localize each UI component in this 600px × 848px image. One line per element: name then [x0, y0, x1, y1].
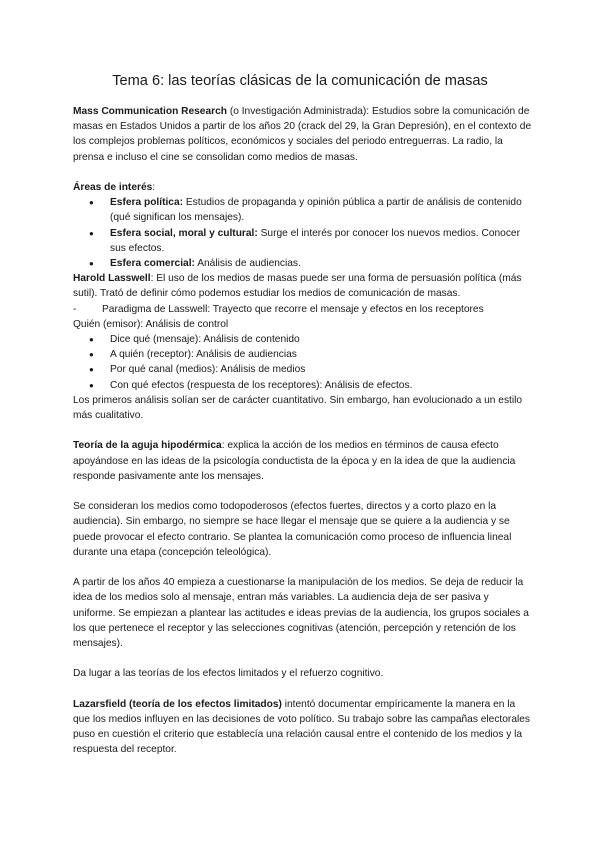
lasswell-paradigm [73, 302, 533, 317]
todopoderosos-paragraph: Se consideran los medios como todopoderosos (efectos fuertes, directos y a corto plazo en la audiencia). Sin embargo, no siempre se hace llegar el mensaje que se quiere a la audiencia y se puede provocar el efecto contrario. Se plantea la comunicación como proceso de influencia lineal durante una etapa (concepción teleológica). [73, 501, 512, 558]
list-item [73, 226, 533, 256]
document-body [73, 104, 533, 758]
anos40-paragraph: A partir de los años 40 empieza a cuestionarse la manipulación de los medios. Se deja de reducir la idea de los medios solo al mensaje, entran más variables. La audiencia deja de ser pasiva y uniforme. Se empiezan a plantear las actitudes e ideas previas de la audiencia, los grupos sociales a los que pertenece el receptor y las selecciones cognitivas (atención, percepción y retención de los mensajes). [73, 577, 529, 650]
list-item-term: Esfera comercial: [110, 258, 195, 270]
dash-marker: - [73, 303, 77, 315]
lasswell-quien: Quién (emisor): Análisis de control [73, 318, 229, 330]
list-item-text: Análisis de audiencias. [194, 258, 301, 270]
mcr-paragraph [73, 104, 533, 165]
areas-heading-colon: : [152, 182, 156, 193]
paradigm-text: Paradigma de Lasswell: Trayecto que recorre el mensaje y efectos en los receptores [102, 303, 484, 315]
lasswell-list [73, 332, 533, 393]
lasswell-text: : El uso de los medios de masas puede ser una forma de persuasión política (más sutil). Trató de definir cómo podemos estudiar los medios de comunicación de masas. [73, 273, 522, 300]
lasswell-closing: Los primeros análisis solían ser de carácter cuantitativo. Sin embargo, han evolucionado a un estilo más cualitativo. [73, 394, 523, 422]
list-item: ● A quién (receptor): Análisis de audiencias [73, 347, 533, 362]
list-item-term: Esfera política: [110, 197, 184, 209]
areas-list [73, 195, 533, 271]
aguja-paragraph [73, 438, 533, 484]
aguja-text: : explica la acción de los medios en términos de causa efecto apoyándose en las ideas de la psicología conductista de la época y en la idea de que la audiencia responde pasivamente ante los mensajes. [73, 440, 516, 482]
lasswell-term: Harold Lasswell [73, 273, 151, 285]
lasswell-paragraph [73, 271, 533, 301]
list-item [73, 256, 533, 271]
list-item: ● Con qué efectos (respuesta de los receptores): Análisis de efectos. [73, 378, 533, 393]
areas-heading [73, 180, 533, 195]
page-title: Tema 6: las teorías clásicas de la comunicación de masas [112, 73, 488, 89]
list-item-text: Estudios de propaganda y opinión pública a partir de análisis de contenido (qué significan los mensajes). [110, 197, 522, 224]
aguja-term: Teoría de la aguja hipodérmica [73, 440, 222, 452]
list-item: ● Dice qué (mensaje): Análisis de contenido [73, 332, 533, 347]
list-item [73, 195, 533, 225]
mcr-text: (o Investigación Administrada): Estudios sobre la comunicación de masas en Estados Unidos a partir de los años 20 (crack del 29, la Gran Depresión), en el contexto de los complejos problemas políticos, económicos y sociales del periodo entreguerras. La radio, la prensa e incluso el cine se consolidan como medios de masas. [73, 106, 532, 163]
mcr-term: Mass Communication Research [73, 106, 227, 117]
lazarsfeld-paragraph [73, 697, 533, 758]
areas-heading-label: Áreas de interés [73, 182, 153, 193]
lazarsfeld-term: Lazarsfield (teoría de los efectos limitados) [73, 698, 282, 710]
list-item: ● Por qué canal (medios): Análisis de medios [73, 362, 533, 377]
list-item-term: Esfera social, moral y cultural: [110, 227, 258, 239]
list-item-text: Surge el interés por conocer los nuevos medios. Conocer sus efectos. [110, 227, 520, 254]
efectos-paragraph: Da lugar a las teorías de los efectos limitados y el refuerzo cognitivo. [73, 668, 384, 680]
lazarsfeld-text: intentó documentar empíricamente la manera en la que los medios influyen en las decisiones de voto político. Su trabajo sobre las campañas electorales puso en cuestión el criterio que establecía una relación causal entre el contenido de los medios y la respuesta del receptor. [73, 698, 531, 756]
